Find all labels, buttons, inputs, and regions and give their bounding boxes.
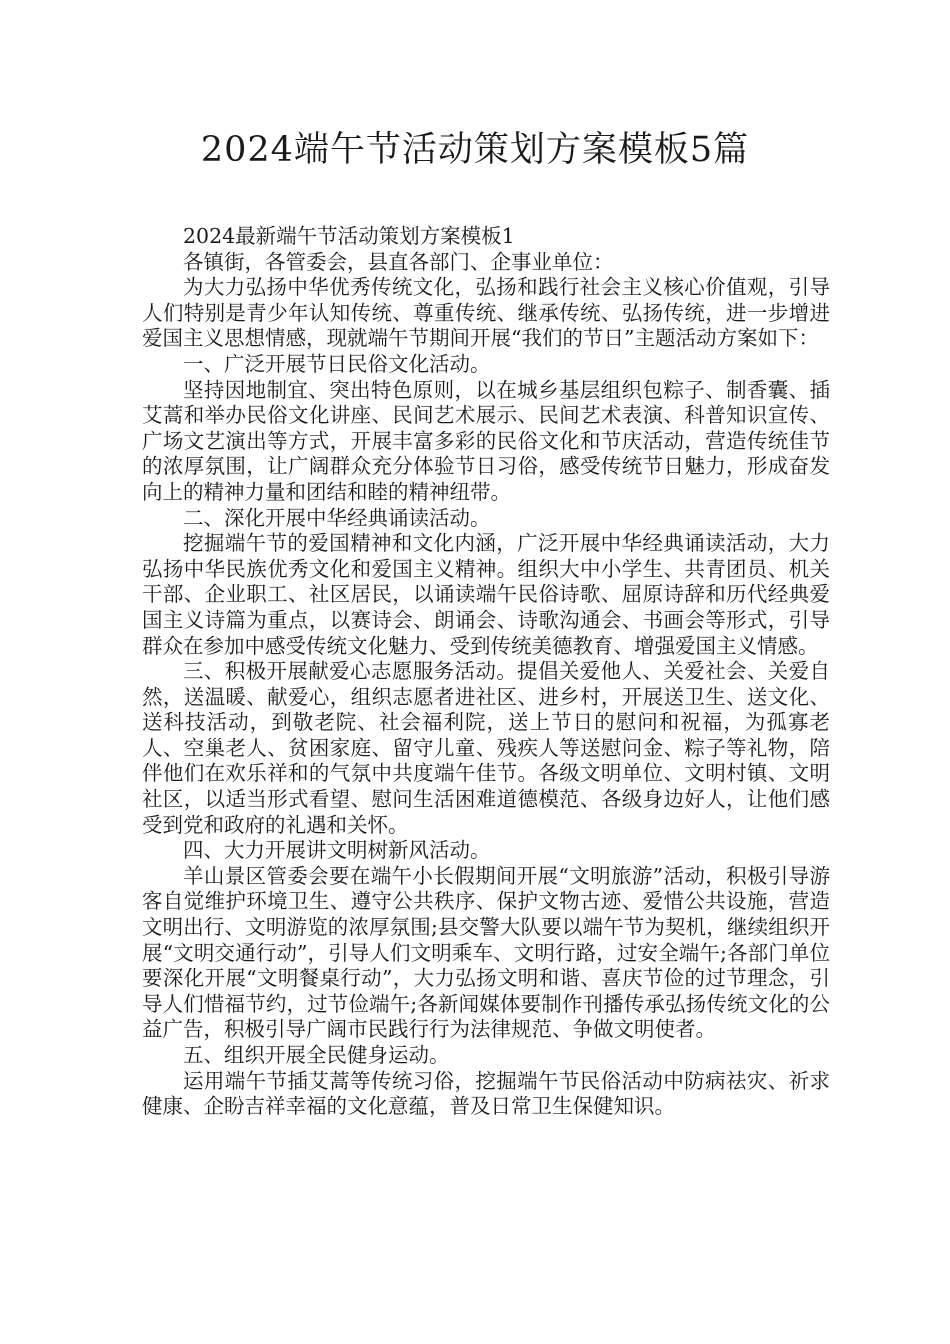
section-heading-2: 二、深化开展中华经典诵读活动。 [183, 505, 491, 530]
section-body-1: 坚持因地制宜、突出特色原则，以在城乡基层组织包粽子、制香囊、插艾蒿和举办民俗文化讲座、民间艺术展示、民间艺术表演、科普知识宣传、广场文艺演出等方式，开展丰富多彩的民俗文化和节庆活动，营造传统佳节的浓厚氛围，让广阔群众充分体验节日习俗，感受传统节日魅力，形成奋发向上的精神力量和团结和睦的精神纽带。 [142, 377, 830, 504]
intro-paragraph: 为大力弘扬中华优秀传统文化，弘扬和践行社会主义核心价值观，引导人们特别是青少年认知传统、尊重传统、继承传统、弘扬传统，进一步增进爱国主义思想情感，现就端午节期间开展“我们的节日”主题活动方案如下： [142, 275, 830, 351]
section-body-4: 羊山景区管委会要在端午小长假期间开展“文明旅游”活动，积极引导游客自觉维护环境卫生、遵守公共秩序、保护文物古迹、爱惜公共设施，营造文明出行、文明游览的浓厚氛围;县交警大队要以端午节为契机，继续组织开展“文明交通行动”，引导人们文明乘车、文明行路，过安全端午;各部门单位要深化开展“文明餐桌行动”，大力弘扬文明和谐、喜庆节俭的过节理念，引导人们惜福节约，过节俭端午;各新闻媒体要制作刊播传承弘扬传统文化的公益广告，积极引导广阔市民践行行为法律规范、争做文明使者。 [142, 863, 830, 1042]
section-heading-1: 一、广泛开展节日民俗文化活动。 [183, 351, 491, 376]
section-body-2: 挖掘端午节的爱国精神和文化内涵，广泛开展中华经典诵读活动，大力弘扬中华民族优秀文化和爱国主义精神。组织大中小学生、共青团员、机关干部、企业职工、社区居民，以诵读端午民俗诗歌、屈原诗辞和历代经典爱国主义诗篇为重点，以赛诗会、朗诵会、诗歌沟通会、书画会等形式，引导群众在参加中感受传统文化魅力、受到传统美德教育、增强爱国主义情感。 [142, 531, 830, 658]
document-title: 2024端午节活动策划方案模板5篇 [200, 130, 750, 170]
subtitle-paragraph: 2024最新端午节活动策划方案模板1 [183, 224, 515, 248]
salutation-paragraph: 各镇街，各管委会，县直各部门、企事业单位： [183, 249, 614, 274]
section-heading-5: 五、组织开展全民健身运动。 [183, 1043, 450, 1067]
document-body [142, 224, 830, 1120]
section-heading-4: 四、大力开展讲文明树新风活动。 [183, 838, 491, 863]
section-body-5: 运用端午节插艾蒿等传统习俗，挖掘端午节民俗活动中防病祛灾、祈求健康、企盼吉祥幸福的文化意蕴，普及日常卫生保健知识。 [142, 1068, 830, 1119]
section-body-3: 三、积极开展献爱心志愿服务活动。提倡关爱他人、关爱社会、关爱自然，送温暖、献爱心，组织志愿者进社区、进乡村，开展送卫生、送文化、送科技活动，到敬老院、社会福利院，送上节日的慰问和祝福，为孤寡老人、空巢老人、贫困家庭、留守儿童、残疾人等送慰问金、粽子等礼物，陪伴他们在欢乐祥和的气氛中共度端午佳节。各级文明单位、文明村镇、文明社区，以适当形式看望、慰问生活困难道德模范、各级身边好人，让他们感受到党和政府的礼遇和关怀。 [142, 659, 830, 837]
